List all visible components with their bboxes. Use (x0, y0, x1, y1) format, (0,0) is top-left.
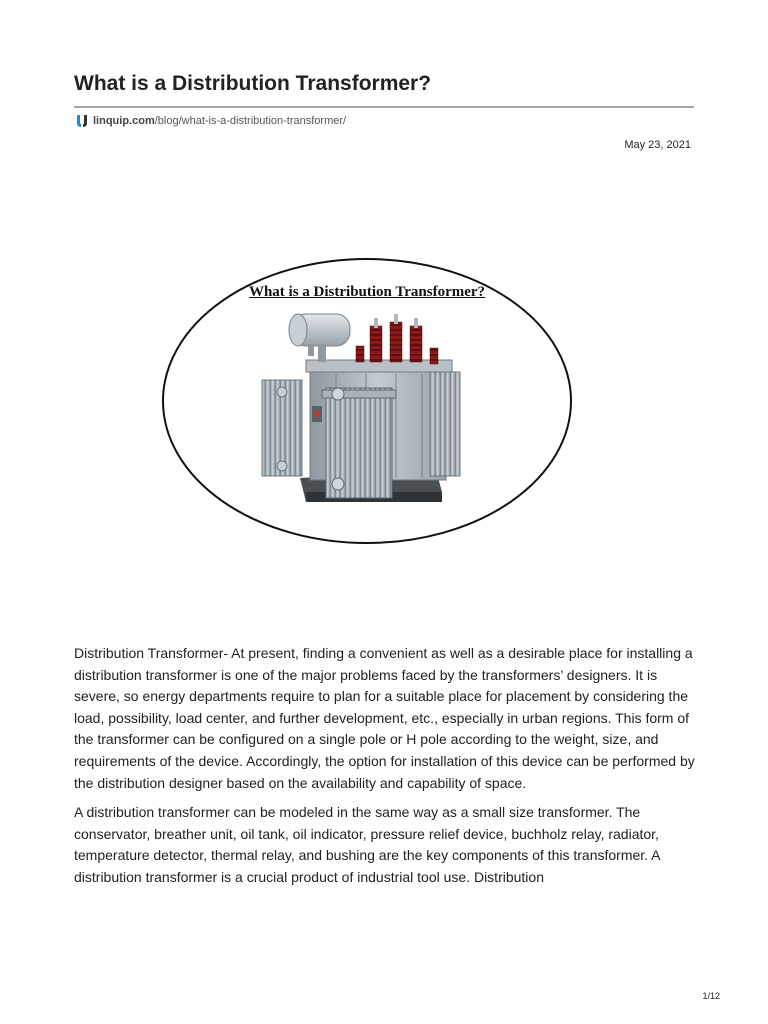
linquip-logo-icon (74, 113, 90, 129)
source-line[interactable] (74, 113, 346, 129)
page-title: What is a Distribution Transformer? (74, 72, 432, 95)
page-number: 1/12 (702, 991, 720, 1001)
publish-date: May 23, 2021 (624, 139, 691, 151)
title-divider (74, 106, 694, 108)
transformer-figure (160, 256, 574, 546)
article-body (74, 643, 698, 897)
source-domain[interactable]: linquip.com (93, 115, 155, 127)
body-paragraph-2: A distribution transformer can be modeled in the same way as a small size transformer. The conservator, breather unit, oil tank, oil indicator, pressure relief device, buchholz relay, radiator, temperature detector, thermal relay, and bushing are the key components of this transformer. A distribution transformer is a crucial product of industrial tool use. Distribution (74, 804, 660, 885)
figure-caption: What is a Distribution Transformer? (248, 284, 486, 300)
source-path[interactable]: /blog/what-is-a-distribution-transformer/ (154, 115, 347, 127)
body-paragraph-1: Distribution Transformer- At present, finding a convenient as well as a desirable place for installing a distribution transformer is one of the major problems faced by the transformers’ designers. It is severe, so energy departments require to plan for a suitable place for placement by considering the load, possibility, load center, and further development, etc., especially in urban regions. This form of the transformer can be configured on a single pole or H pole according to the weight, size, and requirements of the device. Accordingly, the option for installation of this device can be performed by the distribution designer based on the availability and capability of space. (74, 645, 695, 791)
